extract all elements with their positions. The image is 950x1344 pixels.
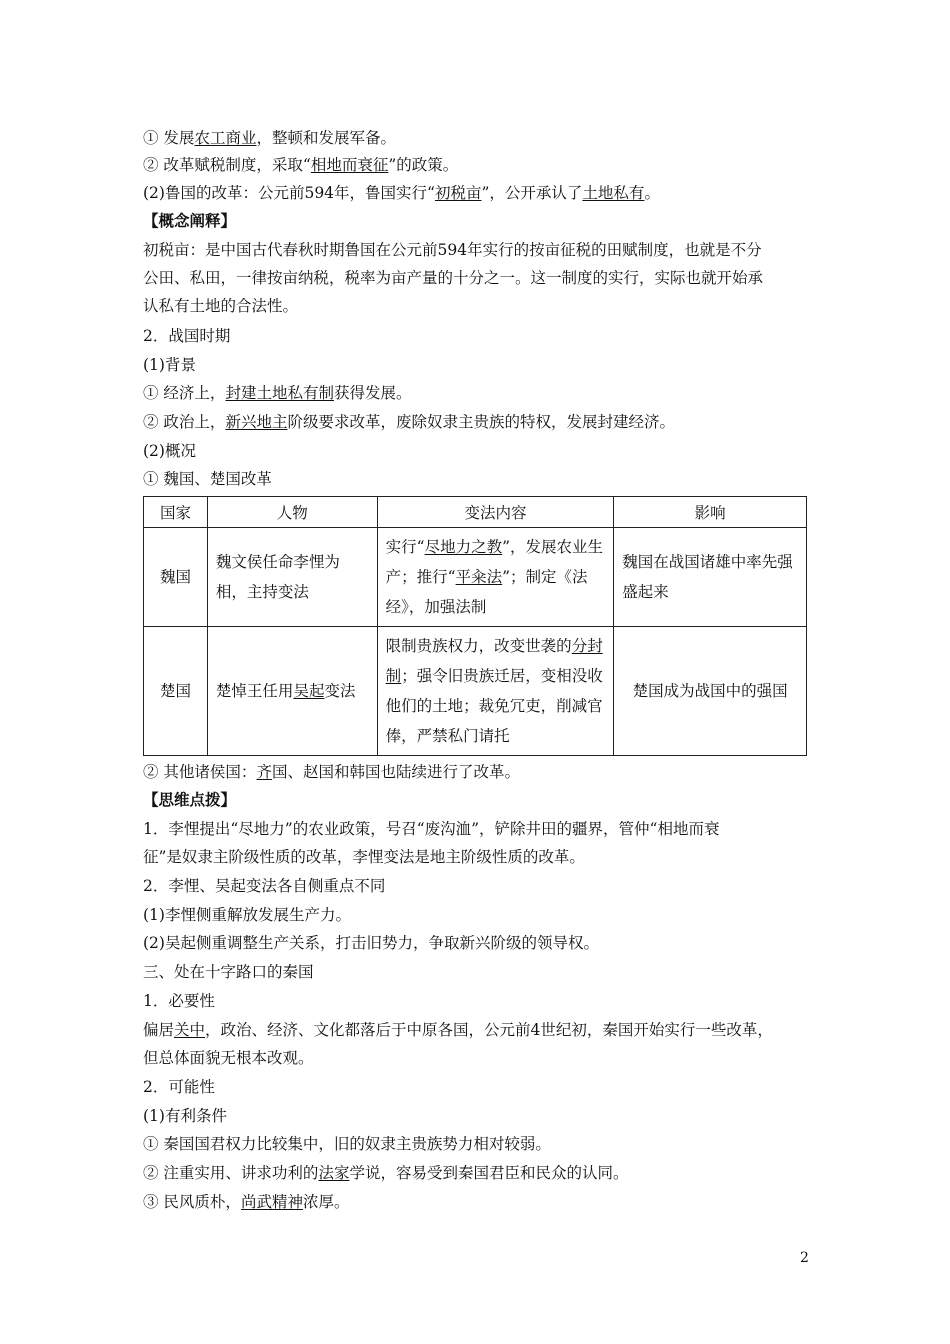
- table-cell-state: 魏国: [144, 528, 208, 627]
- text-line: ① 秦国国君权力比较集中，旧的奴隶主贵族势力相对较弱。: [143, 1135, 551, 1153]
- table-header: 国家: [144, 497, 208, 528]
- paragraph-line: 认私有土地的合法性。: [143, 297, 299, 315]
- table-header: 人物: [207, 497, 377, 528]
- subsection-title: 2．可能性: [143, 1078, 215, 1096]
- text-line: ② 改革赋税制度，采取“相地而衰征”的政策。: [143, 156, 459, 174]
- section-title: 2．战国时期: [143, 327, 231, 345]
- paragraph-line: 但总体面貌无根本改观。: [143, 1049, 314, 1067]
- table-header: 变法内容: [377, 497, 614, 528]
- paragraph-line: 偏居关中，政治、经济、文化都落后于中原各国，公元前4世纪初，秦国开始实行一些改革，: [143, 1021, 773, 1039]
- text-line: ③ 民风质朴，尚武精神浓厚。: [143, 1193, 350, 1211]
- table-header: 影响: [614, 497, 807, 528]
- section-heading: 【概念阐释】: [143, 211, 237, 230]
- reform-table: [143, 496, 807, 756]
- table-cell-content: 实行“尽地力之教”，发展农业生产；推行“平籴法”；制定《法经》，加强法制: [377, 528, 614, 627]
- text-line: ① 魏国、楚国改革: [143, 470, 272, 488]
- text-line: ② 其他诸侯国：齐国、赵国和韩国也陆续进行了改革。: [143, 763, 520, 781]
- text-line: (2)吴起侧重调整生产关系，打击旧势力，争取新兴阶级的领导权。: [143, 934, 599, 952]
- subsection-title: 1．必要性: [143, 992, 215, 1010]
- table-row: [144, 627, 807, 756]
- subsection-title: (1)有利条件: [143, 1107, 227, 1125]
- paragraph-line: 公田、私田，一律按亩纳税，税率为亩产量的十分之一。这一制度的实行，实际也就开始承: [143, 269, 764, 287]
- table-cell-person: 魏文侯任命李悝为相，主持变法: [207, 528, 377, 627]
- text-line: (1)李悝侧重解放发展生产力。: [143, 906, 351, 924]
- text-line: ① 发展农工商业，整顿和发展军备。: [143, 129, 396, 147]
- table-cell-effect: 楚国成为战国中的强国: [614, 627, 807, 756]
- page-number: 2: [800, 1250, 809, 1266]
- subsection-title: (2)概况: [143, 442, 196, 460]
- text-line: ① 经济上，封建土地私有制获得发展。: [143, 384, 412, 402]
- section-title: 三、处在十字路口的秦国: [143, 963, 314, 981]
- text-line: 2．李悝、吴起变法各自侧重点不同: [143, 877, 386, 895]
- table-cell-state: 楚国: [144, 627, 208, 756]
- table-cell-content: 限制贵族权力，改变世袭的分封制；强令旧贵族迁居，变相没收他们的土地；裁免冗吏，削减官俸，严禁私门请托: [377, 627, 614, 756]
- table-header-row: [144, 497, 807, 528]
- subsection-title: (1)背景: [143, 356, 196, 374]
- table-row: [144, 528, 807, 627]
- table-cell-effect: 魏国在战国诸雄中率先强盛起来: [614, 528, 807, 627]
- paragraph-line: 初税亩：是中国古代春秋时期鲁国在公元前594年实行的按亩征税的田赋制度，也就是不分: [143, 241, 762, 259]
- text-line: (2)鲁国的改革：公元前594年，鲁国实行“初税亩”，公开承认了土地私有。: [143, 184, 660, 202]
- text-line: ② 注重实用、讲求功利的法家学说，容易受到秦国君臣和民众的认同。: [143, 1164, 629, 1182]
- table-cell-person: 楚悼王任用吴起变法: [207, 627, 377, 756]
- paragraph-line: 征”是奴隶主阶级性质的改革，李悝变法是地主阶级性质的改革。: [143, 848, 585, 866]
- paragraph-line: 1．李悝提出“尽地力”的农业政策，号召“废沟洫”，铲除井田的疆界，管仲“相地而衰: [143, 820, 720, 838]
- text-line: ② 政治上，新兴地主阶级要求改革，废除奴隶主贵族的特权，发展封建经济。: [143, 413, 675, 431]
- section-heading: 【思维点拨】: [143, 790, 237, 809]
